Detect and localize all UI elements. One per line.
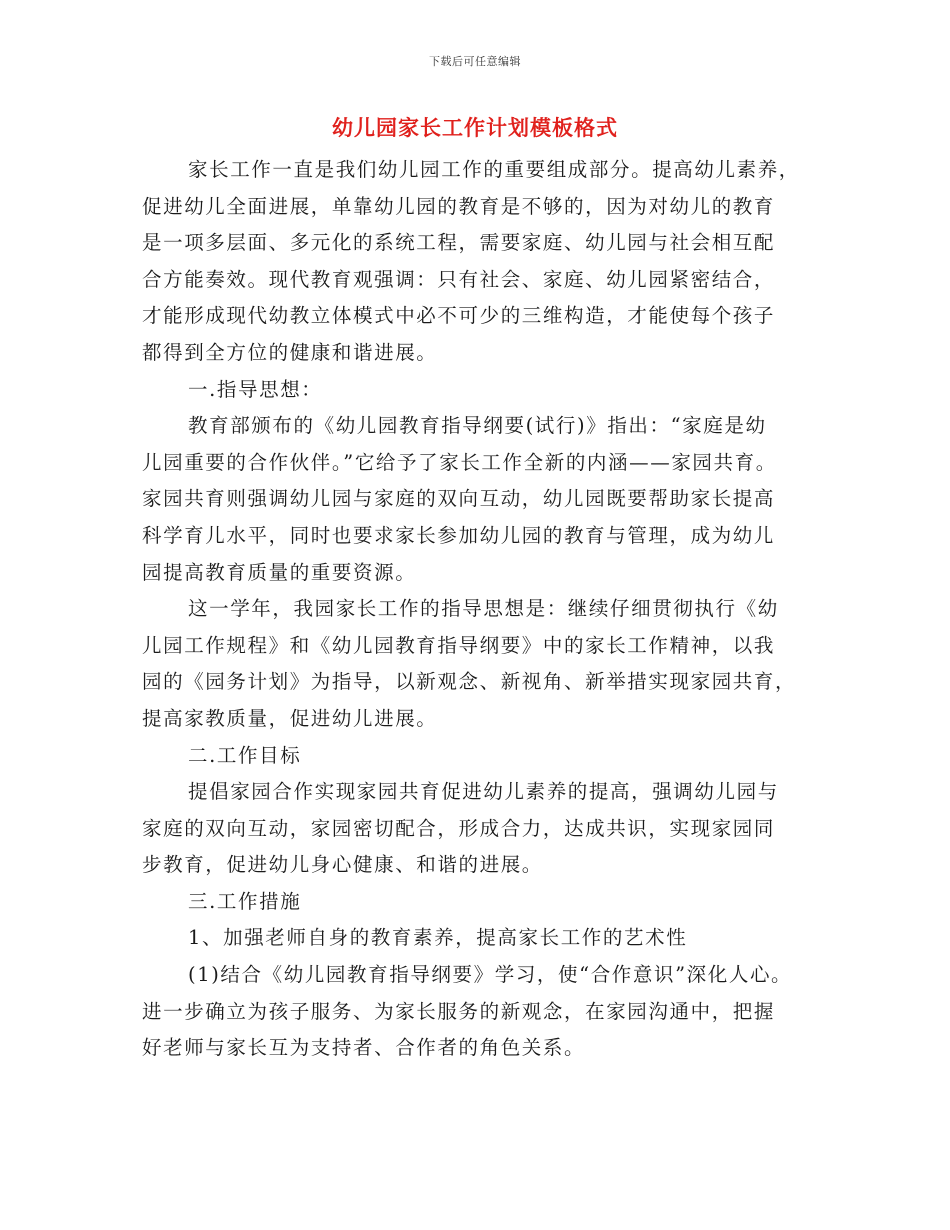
text-line: 这一学年，我园家长工作的指导思想是：继续仔细贯彻执行《幼 (188, 597, 779, 621)
text-line: 园提高教育质量的重要资源。 (142, 560, 417, 584)
text-line: 提倡家园合作实现家园共育促进幼儿素养的提高，强调幼儿园与 (188, 780, 779, 804)
document-body (142, 152, 822, 1067)
text-line: 三.工作措施 (188, 889, 302, 913)
text-line: 儿园重要的合作伙伴。”它给予了家长工作全新的内涵——家园共育。 (142, 450, 777, 474)
text-line: 1、加强老师自身的教育素养，提高家长工作的艺术性 (188, 926, 688, 950)
text-line: 提高家教质量，促进幼儿进展。 (142, 706, 438, 730)
text-line: 一.指导思想： (188, 377, 323, 401)
text-line: 才能形成现代幼教立体模式中必不可少的三维构造，才能使每个孩子 (142, 304, 776, 328)
text-line: 好老师与家长互为支持者、合作者的角色关系。 (142, 1036, 586, 1060)
text-line: 儿园工作规程》和《幼儿园教育指导纲要》中的家长工作精神，以我 (142, 633, 776, 657)
text-line: 园的《园务计划》为指导，以新观念、新视角、新举措实现家园共育， (142, 670, 797, 694)
text-line: 合方能奏效。现代教育观强调：只有社会、家庭、幼儿园紧密结合， (142, 267, 776, 291)
text-line: 是一项多层面、多元化的系统工程，需要家庭、幼儿园与社会相互配 (142, 231, 776, 255)
text-line: 都得到全方位的健康和谐进展。 (142, 340, 438, 364)
text-line: 二.工作目标 (188, 743, 302, 767)
header-note: 下载后可任意编辑 (429, 55, 521, 68)
text-line: 步教育，促进幼儿身心健康、和谐的进展。 (142, 853, 543, 877)
text-line: 家庭的双向互动，家园密切配合，形成合力，达成共识，实现家园同 (142, 816, 776, 840)
text-line: (1)结合《幼儿园教育指导纲要》学习，使“合作意识”深化人心。 (188, 963, 793, 987)
text-line: 家长工作一直是我们幼儿园工作的重要组成部分。提高幼儿素养， (188, 158, 800, 181)
document-title: 幼儿园家长工作计划模板格式 (332, 115, 618, 140)
text-line: 教育部颁布的《幼儿园教育指导纲要(试行)》指出：“家庭是幼 (188, 414, 767, 438)
text-line: 科学育儿水平，同时也要求家长参加幼儿园的教育与管理，成为幼儿 (142, 523, 776, 547)
text-line: 进一步确立为孩子服务、为家长服务的新观念，在家园沟通中，把握 (142, 999, 776, 1023)
text-line: 家园共育则强调幼儿园与家庭的双向互动，幼儿园既要帮助家长提高 (142, 487, 776, 511)
text-line: 促进幼儿全面进展，单靠幼儿园的教育是不够的，因为对幼儿的教育 (142, 194, 776, 218)
